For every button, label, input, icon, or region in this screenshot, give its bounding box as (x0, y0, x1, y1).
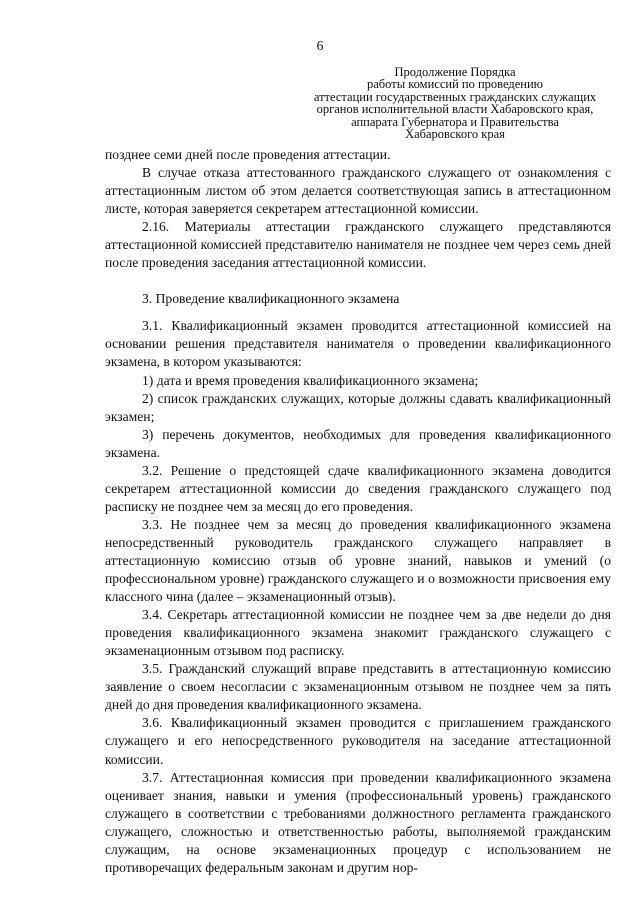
section-heading: 3. Проведение квалификационного экзамена (142, 291, 400, 307)
paragraph: позднее семи дней после проведения аттестации. (105, 147, 391, 162)
header-line: аттестации государственных гражданских служащих (313, 89, 597, 104)
paragraph: 3.2. Решение о предстоящей сдаче квалификационного экзамена доводится секретарем аттестационной комиссии до сведения гражданского служащего под расписку не позднее чем за месяц до его проведения. (105, 462, 611, 514)
paragraph: 3.5. Гражданский служащий вправе представить в аттестационную комиссию заявление о своем несогласии с экзаменационным отзывом не позднее чем за пять дней до дня проведения квалификационного экзамена. (105, 661, 611, 713)
list-item: 3) перечень документов, необходимых для проведения квалификационного экзамена. (105, 426, 611, 460)
list-item: 2) список гражданских служащих, которые должны сдавать квалификационный экзамен; (105, 390, 611, 424)
header-line: Хабаровского края (405, 127, 505, 142)
header-line: органов исполнительной власти Хабаровского края, (316, 102, 594, 117)
list-item: 1) дата и время проведения квалификационного экзамена; (142, 372, 479, 388)
document-header (300, 66, 610, 140)
paragraph: 2.16. Материалы аттестации гражданского служащего представляются аттестационной комиссией представителю нанимателя не позднее чем через семь дней после проведения заседания аттестационной комиссии. (105, 219, 611, 271)
header-line: работы комиссий по проведению (367, 77, 543, 92)
paragraph: 3.4. Секретарь аттестационной комиссии не позднее чем за две недели до дня проведения квалификационного экзамена знакомит гражданского служащего с экзаменационным отзывом под расписку. (105, 607, 611, 659)
page-number: 6 (316, 38, 324, 53)
paragraph: 3.7. Аттестационная комиссия при проведении квалификационного экзамена оценивает знания, навыки и умения (профессиональный уровень) гражданского служащего в соответствии с требованиями должностного регламента гражданского служащего, сложностью и ответственностью работы, выполняемой гражданским служащим, на основе экзаменационных процедур с использованием не противоречащих федеральным законам и другим нор- (105, 769, 611, 875)
document-body (105, 146, 611, 877)
header-line: аппарата Губернатора и Правительства (351, 114, 559, 129)
paragraph: 3.6. Квалификационный экзамен проводится с приглашением гражданского служащего и его непосредственного руководителя на заседание аттестационной комиссии. (105, 715, 611, 767)
paragraph: В случае отказа аттестованного гражданского служащего от ознакомления с аттестационным листом об этом делается соответствующая запись в аттестационном листе, которая заверяется секретарем аттестационной комиссии. (105, 165, 611, 217)
header-line: Продолжение Порядка (394, 65, 516, 79)
paragraph: 3.3. Не позднее чем за месяц до проведения квалификационного экзамена непосредственный руководитель гражданского служащего направляет в аттестационную комиссию отзыв об уровне знаний, навыков и умений (о профессиональном уровне) гражданского служащего и о возможности присвоения ему классного чина (далее – экзаменационный отзыв). (105, 516, 611, 605)
paragraph: 3.1. Квалификационный экзамен проводится аттестационной комиссией на основании решения представителя нанимателя о проведении квалификационного экзамена, в котором указываются: (105, 318, 611, 370)
